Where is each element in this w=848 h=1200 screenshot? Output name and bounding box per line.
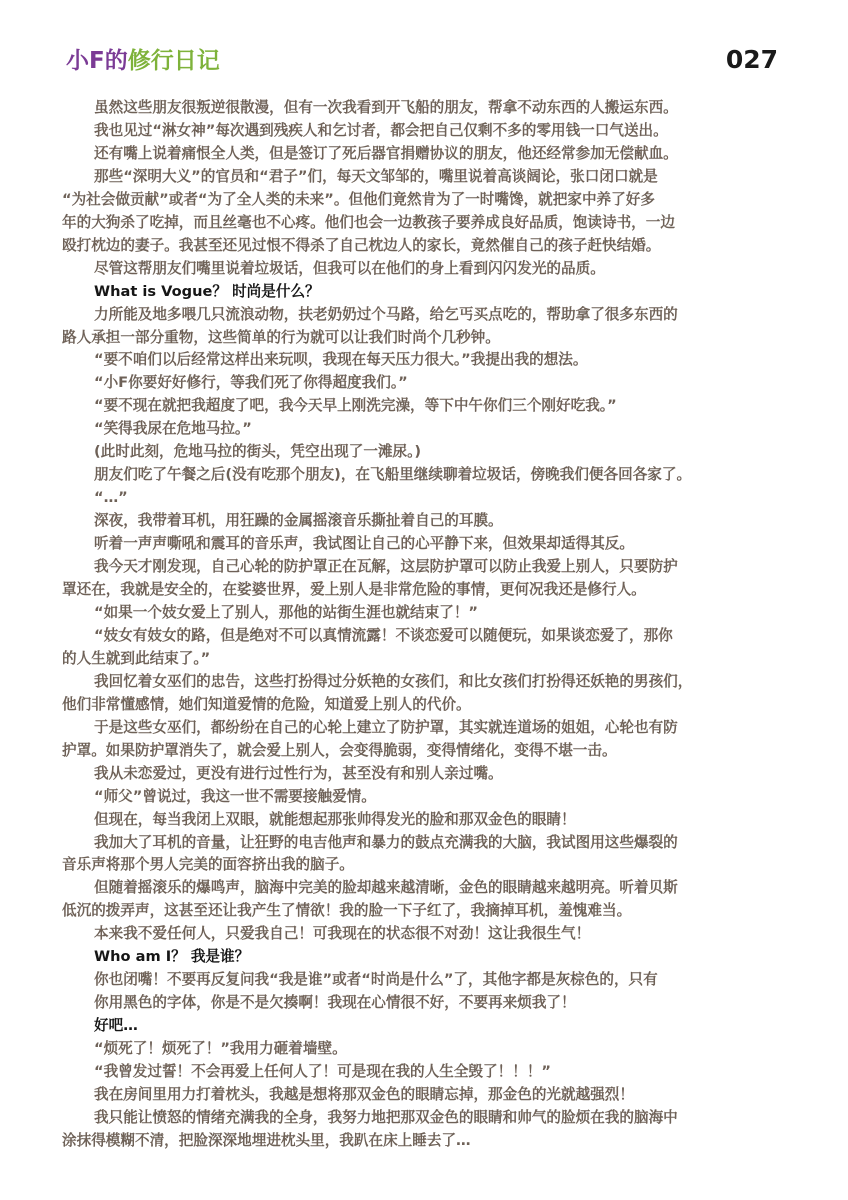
text-line: 罩还在，我就是安全的，在娑婆世界，爱上别人是非常危险的事情，更何况我还是修行人。 [62,581,646,599]
section-heading: What is Vogue？ 时尚是什么？ [94,282,320,300]
text-line: 我今天才刚发现，自己心轮的防护罩正在瓦解，这层防护罩可以防止我爱上别人，只要防护 [94,558,678,576]
text-line: 他们非常懂感情，她们知道爱情的危险，知道爱上别人的代价。 [62,695,471,713]
text-line: 殴打枕边的妻子。我甚至还见过恨不得杀了自己枕边人的家长，竟然催自己的孩子赶快结婚。 [62,236,661,254]
text-line: 音乐声将那个男人完美的面容挤出我的脑子。 [62,856,354,874]
text-line: “烦死了！烦死了！”我用力砸着墙壁。 [94,1040,347,1058]
text-line: 护罩。如果防护罩消失了，就会爱上别人，会变得脆弱，变得情绪化，变得不堪一击。 [62,741,617,759]
section-heading: 好吧… [94,1017,138,1035]
text-line: 你也闭嘴！不要再反复问我“我是谁”或者“时尚是什么”了，其他字都是灰棕色的，只有 [94,971,658,989]
text-line: 尽管这帮朋友们嘴里说着垃圾话，但我可以在他们的身上看到闪闪发光的品质。 [94,259,605,277]
text-line: “如果一个妓女爱上了别人，那他的站街生涯也就结束了！” [94,603,479,621]
text-line: 我回忆着女巫们的忠告，这些打扮得过分妖艳的女孩们，和比女孩们打扮得还妖艳的男孩们， [94,672,693,690]
text-line: 我只能让愤怒的情绪充满我的全身，我努力地把那双金色的眼睛和帅气的脸烦在我的脑海中 [94,1108,678,1126]
text-line: (此时此刻，危地马拉的街头，凭空出现了一滩尿。) [94,443,422,461]
text-line: “为社会做贡献”或者“为了全人类的未来”。但他们竟然肯为了一时嘴馋，就把家中养了好多 [62,190,655,208]
text-line: 但随着摇滚乐的爆鸣声，脑海中完美的脸却越来越清晰，金色的眼睛越来越明亮。听着贝斯 [94,879,678,897]
text-line: 力所能及地多喂几只流浪动物，扶老奶奶过个马路，给乞丐买点吃的，帮助拿了很多东西的 [94,305,678,323]
book-title-part2: 修行日记 [127,48,220,74]
text-line: 我也见过“淋女神”每次遇到残疾人和乞讨者，都会把自己仅剩不多的零用钱一口气送出。 [94,121,668,139]
text-line: 但现在，每当我闭上双眼，就能想起那张帅得发光的脸和那双金色的眼睛！ [94,810,576,828]
page-header [66,46,782,80]
text-line: 朋友们吃了午餐之后(没有吃那个朋友)，在飞船里继续聊着垃圾话，傍晚我们便各回各家了。 [94,466,692,484]
text-line: 本来我不爱任何人，只爱我自己！可我现在的状态很不对劲！这让我很生气！ [94,925,591,943]
text-line: “我曾发过誓！不会再爱上任何人了！可是现在我的人生全毁了！！！” [94,1063,551,1081]
text-line: 路人承担一部分重物，这些简单的行为就可以让我们时尚个几秒钟。 [62,328,500,346]
book-title [66,46,220,76]
text-line: “要不咱们以后经常这样出来玩呗，我现在每天压力很大。”我提出我的想法。 [94,351,588,369]
body-text [62,97,784,1153]
text-line: “笑得我尿在危地马拉。” [94,420,252,438]
text-line: 还有嘴上说着痛恨全人类，但是签订了死后器官捐赠协议的朋友，他还经常参加无偿献血。 [94,144,678,162]
page-number: 027 [725,45,778,74]
text-line: “要不现在就把我超度了吧，我今天早上刚洗完澡，等下中午你们三个刚好吃我。” [94,397,617,415]
text-line: 于是这些女巫们，都纷纷在自己的心轮上建立了防护罩，其实就连道场的姐姐，心轮也有防 [94,718,678,736]
text-line: 年的大狗杀了吃掉，而且丝毫也不心疼。他们也会一边教孩子要养成良好品质，饱读诗书，一边 [62,213,675,231]
text-line: 虽然这些朋友很叛逆很散漫，但有一次我看到开飞船的朋友，帮拿不动东西的人搬运东西。 [94,99,678,116]
text-line: 听着一声声嘶吼和震耳的音乐声，我试图让自己的心平静下来，但效果却适得其反。 [94,535,634,553]
text-line: 的人生就到此结束了。” [62,649,211,667]
text-line: 你用黑色的字体，你是不是欠揍啊！我现在心情很不好，不要再来烦我了！ [94,994,576,1012]
text-line: 低沉的拨弄声，这甚至还让我产生了情欲！我的脸一下子红了，我摘掉耳机，羞愧难当。 [62,902,632,920]
section-heading: Who am I？ 我是谁？ [94,948,250,966]
text-line: “妓女有妓女的路，但是绝对不可以真情流露！不谈恋爱可以随便玩，如果谈恋爱了，那你 [94,626,673,644]
text-line: 那些“深明大义”的官员和“君子”们，每天文邹邹的，嘴里说着高谈阔论，张口闭口就是 [94,167,658,185]
text-line: “…” [94,489,128,507]
text-line: 涂抹得模糊不清，把脸深深地埋进枕头里，我趴在床上睡去了… [62,1131,471,1149]
book-title-part1: 小F的 [66,48,128,74]
text-line: 我从未恋爱过，更没有进行过性行为，甚至没有和别人亲过嘴。 [94,764,503,782]
text-line: 我加大了耳机的音量，让狂野的电吉他声和暴力的鼓点充满我的大脑，我试图用这些爆裂的 [94,833,678,851]
text-line: 深夜，我带着耳机，用狂躁的金属摇滚音乐撕扯着自己的耳膜。 [94,512,503,530]
text-line: “小F你要好好修行，等我们死了你得超度我们。” [94,374,408,392]
text-line: 我在房间里用力打着枕头，我越是想将那双金色的眼睛忘掉，那金色的光就越强烈！ [94,1085,634,1103]
text-line: “师父”曾说过，我这一世不需要接触爱情。 [94,787,376,805]
